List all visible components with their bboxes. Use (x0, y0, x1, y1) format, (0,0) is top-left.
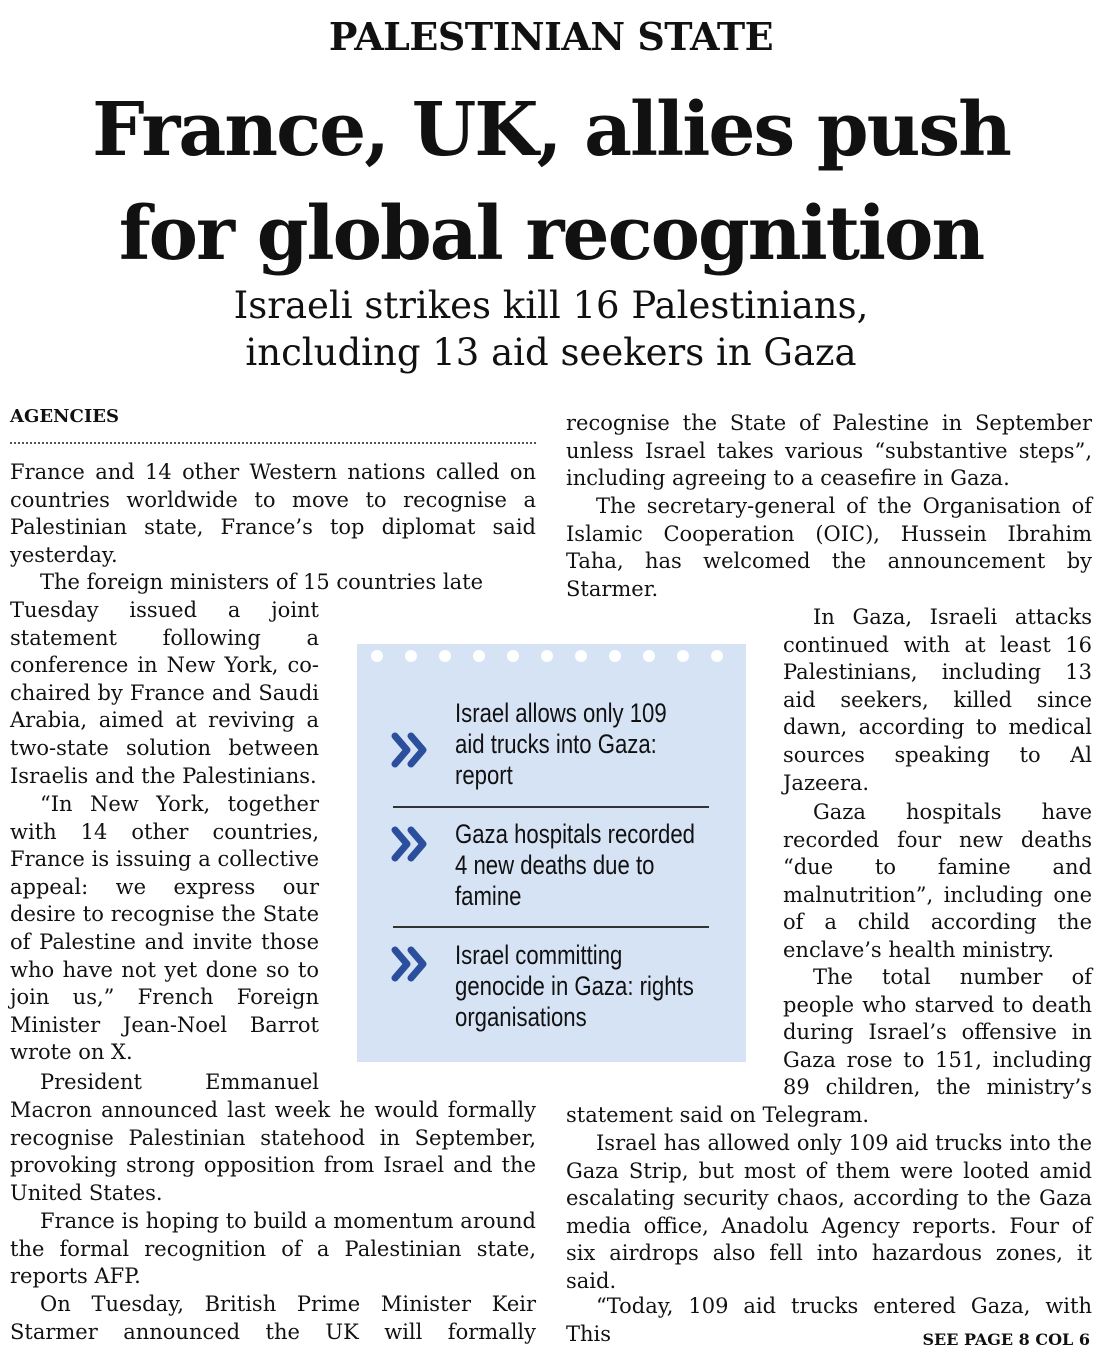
col1-paragraph-6: On Tuesday, British Prime Minister Keir Starmer announced the UK will formally (10, 1292, 536, 1344)
related-story-1-line-1: Israel allows only 109 (455, 698, 667, 728)
related-story-3-line-1: Israel committing (455, 940, 623, 970)
section-kicker: PALESTINIAN STATE (328, 14, 774, 59)
related-story-2-line-1: Gaza hospitals recorded (455, 819, 695, 849)
related-story-2-line-3: famine (455, 881, 522, 911)
col1-paragraph-2: Tuesday issued a joint statement following a conference in New York, co-chaired by France and Saudi Arabia, aimed at reviving a two-state solution between Israelis and the Palestinians. (10, 598, 319, 788)
col1-paragraph-1: France and 14 other Western nations called on countries worldwide to move to recognise a Palestinian state, France’s top diplomat said yesterday. (10, 460, 536, 567)
headline (0, 78, 1102, 286)
notepad-hole (405, 650, 417, 662)
notepad-hole (643, 650, 655, 662)
notepad-hole (541, 650, 553, 662)
related-story-3[interactable] (455, 940, 694, 1033)
related-story-1-line-3: report (455, 760, 513, 790)
notepad-hole (371, 650, 383, 662)
col2-paragraph-2: The secretary-general of the Organisation of Islamic Cooperation (OIC), Hussein Ibrahim Taha, has welcomed the announcement by Starmer. (566, 494, 1092, 601)
byline: AGENCIES (10, 406, 119, 427)
col1-paragraph-4-start: President Emmanuel (40, 1070, 319, 1094)
col2-paragraph-1: recognise the State of Palestine in September unless Israel takes various “substantive steps”, including agreeing to a ceasefire in Gaza. (566, 411, 1092, 491)
related-story-3-line-3: organisations (455, 1002, 587, 1032)
col1-paragraph-5: France is hoping to build a momentum around the formal recognition of a Palestinian state, reports AFP. (10, 1209, 536, 1289)
notepad-hole (677, 650, 689, 662)
sidebar-divider (393, 926, 709, 928)
related-stories-box (357, 644, 746, 1062)
double-chevron-right-icon (391, 944, 431, 984)
related-story-1[interactable] (455, 698, 676, 791)
subheadline-line-2: including 13 aid seekers in Gaza (245, 331, 857, 374)
subheadline-line-1: Israeli strikes kill 16 Palestinians, (233, 284, 869, 327)
col2-paragraph-4: Gaza hospitals have recorded four new deaths “due to famine and malnutrition”, including one of a child according the enclave’s health ministry. (783, 800, 1092, 962)
col2-paragraph-6: Israel has allowed only 109 aid trucks into the Gaza Strip, but most of them were looted amid escalating security chaos, according to the Gaza media office, Anadolu Agency reports. Four of six airdrops also fell into hazardous zones, it said. (566, 1131, 1092, 1293)
col1-paragraph-4: Macron announced last week he would formally recognise Palestinian statehood in September, provoking strong opposition from Israel and the United States. (10, 1098, 536, 1205)
notepad-hole (473, 650, 485, 662)
notepad-hole (507, 650, 519, 662)
byline-divider (10, 442, 536, 444)
col2-paragraph-5: The total number of people who starved to death during Israel’s offensive in Gaza rose to 151, including 89 children, the ministry’s (783, 965, 1092, 1100)
related-story-3-line-2: genocide in Gaza: rights (455, 971, 694, 1001)
related-story-2-line-2: 4 new deaths due to (455, 850, 655, 880)
col2-paragraph-5-end: statement said on Telegram. (566, 1103, 870, 1127)
subheadline (0, 282, 1102, 376)
notepad-hole (575, 650, 587, 662)
double-chevron-right-icon (391, 824, 431, 864)
related-story-2[interactable] (455, 819, 695, 912)
notepad-hole (711, 650, 723, 662)
double-chevron-right-icon (391, 730, 431, 770)
headline-line-1: France, UK, allies push (92, 87, 1010, 173)
col2-paragraph-7: “Today, 109 aid trucks entered Gaza, with This (566, 1294, 1092, 1346)
continuation-jump[interactable]: SEE PAGE 8 COL 6 (922, 1330, 1090, 1349)
headline-line-2: for global recognition (118, 191, 984, 277)
sidebar-divider (393, 806, 709, 808)
notepad-hole (609, 650, 621, 662)
col2-paragraph-3: In Gaza, Israeli attacks continued with at least 16 Palestinians, including 13 aid seekers, killed since dawn, according to medical sources speaking to Al Jazeera. (783, 605, 1092, 795)
related-story-1-line-2: aid trucks into Gaza: (455, 729, 657, 759)
col1-paragraph-3: “In New York, together with 14 other countries, France is issuing a collective appeal: we express our desire to recognise the State of Palestine and invite those who have not yet done so to join us,” French Foreign Minister Jean-Noel Barrot wrote on X. (10, 792, 319, 1065)
col1-paragraph-2-start: The foreign ministers of 15 countries late (40, 570, 483, 594)
notepad-hole (439, 650, 451, 662)
